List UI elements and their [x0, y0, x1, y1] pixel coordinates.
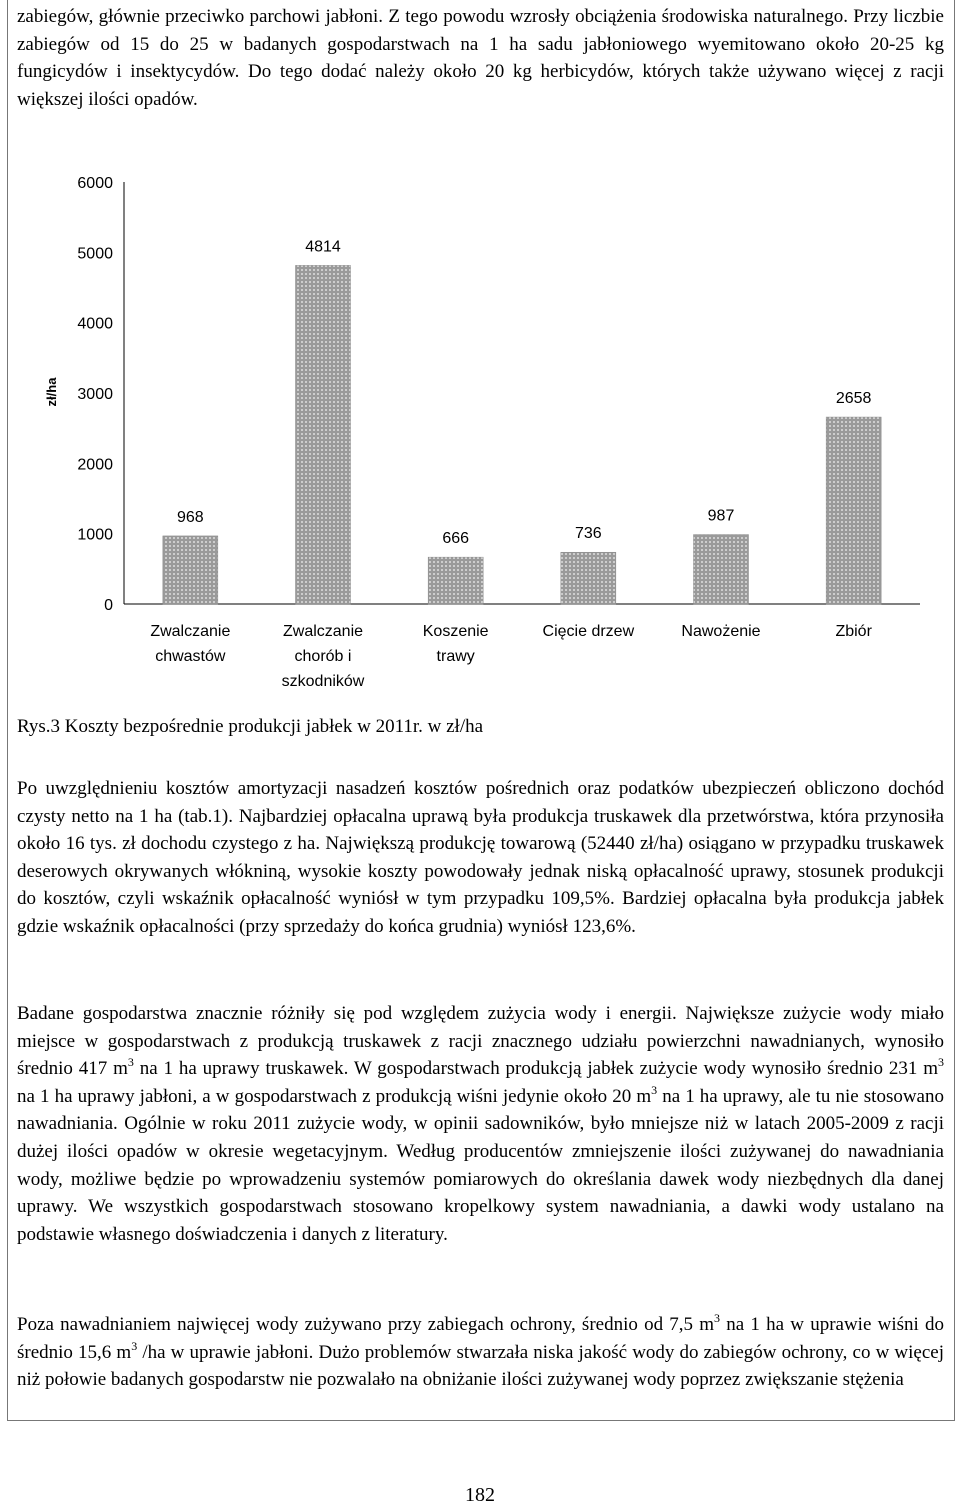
- bar: [826, 417, 881, 604]
- y-tick-label: 2000: [77, 456, 113, 474]
- superscript: 3: [651, 1082, 658, 1097]
- superscript: 3: [938, 1055, 945, 1070]
- page-number: 182: [465, 1484, 495, 1506]
- x-tick-label: Nawożenie: [681, 623, 761, 640]
- x-tick-label: Zwalczanie: [150, 623, 231, 640]
- y-tick-label: 5000: [77, 245, 113, 263]
- bar-chart: [20, 160, 940, 700]
- data-label: 968: [176, 508, 204, 526]
- data-label: 4814: [305, 238, 341, 256]
- paragraph-3-text-c: /ha w uprawie jabłoni. Dużo problemów stwarzała niska jakość wody do zabiegów ochrony, co w więcej niż połowie badanych gospodarstw nie pozwalało na obniżanie ilości zużywanej wody poprzez zwiększanie stężenia: [17, 1341, 944, 1391]
- x-tick-label: Cięcie drzew: [542, 623, 635, 640]
- x-tick-label: Zbiór: [835, 623, 872, 640]
- bar: [296, 265, 351, 604]
- paragraph-2-text-d: na 1 ha uprawy, ale tu nie stosowano nawadniania. Ogólnie w roku 2011 zużycie wody, w opinii sadowników, było mniejsze niż w latach 2005-2009 z racji dużej ilości opadów w okresie wegetacyjnym. Według producentów zmniejszenie ilości zużywanej do nawadniania wody, możliwe będzie po wprowadzeniu systemów pomiarowych do określania dawek wody niezbędnych dla danej uprawy. We wszystkich gospodarstwach stosowano kropelkowy system nawadniania, a dawki wody ustalano na podstawie własnego doświadczenia i danych z literatury.: [17, 1085, 944, 1245]
- bar: [694, 535, 749, 604]
- x-tick-label: chorób i: [294, 648, 352, 665]
- data-label: 987: [707, 507, 735, 525]
- bar: [428, 557, 483, 604]
- paragraph-2: [17, 1000, 944, 1248]
- data-label: 2658: [835, 390, 872, 408]
- x-tick-label: Zwalczanie: [282, 623, 364, 640]
- y-tick-label: 3000: [77, 386, 113, 403]
- paragraph-top: zabiegów, głównie przeciwko parchowi jabłoni. Z tego powodu wzrosły obciążenia środowiska naturalnego. Przy liczbie zabiegów od 15 do 25 w badanych gospodarstwach na 1 ha sadu jabłoniowego wyemitowano około 20-25 kg fungicydów i insektycydów. Do tego dodać należy około 20 kg herbicydów, których także używano więcej z racji większej ilości opadów.: [17, 6, 944, 110]
- paragraph-2-text-c: na 1 ha uprawy jabłoni, a w gospodarstwach z produkcją wiśni jedynie około 20 m: [17, 1085, 652, 1107]
- x-tick-label: trawy: [436, 648, 475, 665]
- y-axis-label: zł/ha: [44, 377, 59, 407]
- y-tick-label: 1000: [77, 526, 113, 544]
- paragraph-2-text-a: Badane gospodarstwa znacznie różniły się pod względem zużycia wody i energii. Największe zużycie wody miało miejsce w gospodarstwach z produkcją truskawek z racji znacznego udziału powierzchni nawadnianych, wynosiło średnio 417 m: [17, 1003, 944, 1080]
- x-tick-label: szkodników: [281, 673, 365, 690]
- paragraph-3-text-b: na 1 ha w uprawie wiśni do średnio 15,6 m: [17, 1314, 944, 1363]
- superscript: 3: [714, 1311, 721, 1325]
- data-label: 666: [442, 530, 470, 548]
- x-tick-label: chwastów: [155, 648, 226, 665]
- y-tick-label: 0: [104, 597, 113, 614]
- data-label: 736: [574, 525, 602, 543]
- paragraph-2-text-b: na 1 ha uprawy truskawek. W gospodarstwach produkcją jabłek zużycie wody wynosiło średnio 231 m: [133, 1058, 939, 1080]
- paragraph-3: [17, 1311, 944, 1394]
- figure-caption: Rys.3 Koszty bezpośrednie produkcji jabłek w 2011r. w zł/ha: [17, 716, 484, 737]
- bar: [163, 536, 218, 604]
- y-tick-label: 4000: [77, 315, 113, 333]
- paragraph-3-text-a: Poza nawadnianiem najwięcej wody zużywano przy zabiegach ochrony, średnio od 7,5 m: [17, 1314, 715, 1335]
- x-tick-label: Koszenie: [422, 623, 489, 640]
- superscript: 3: [131, 1338, 138, 1353]
- bar: [561, 552, 616, 604]
- y-tick-label: 6000: [77, 175, 113, 192]
- superscript: 3: [127, 1055, 134, 1070]
- paragraph-1: Po uwzględnieniu kosztów amortyzacji nasadzeń kosztów pośrednich oraz podatków ubezpieczeń obliczono dochód czysty netto na 1 ha (tab.1). Najbardziej opłacalna uprawą była produkcja truskawek dla przetwórstwa, która przynosiła około 16 tys. zł dochodu czystego z ha. Największą produkcję towarową (52440 zł/ha) osiągano w przypadku truskawek deserowych okrywanych włókniną, wysokie koszty powodowały jednak niską opłacalność uprawy, stosunek produkcji do kosztów, czyli wskaźnik opłacalność wyniósł w tym przypadku 109,5%. Bardziej opłacalna była produkcja jabłek gdzie wskaźnik opłacalności (przy sprzedaży do końca grudnia) wyniósł 123,6%.: [17, 778, 944, 937]
